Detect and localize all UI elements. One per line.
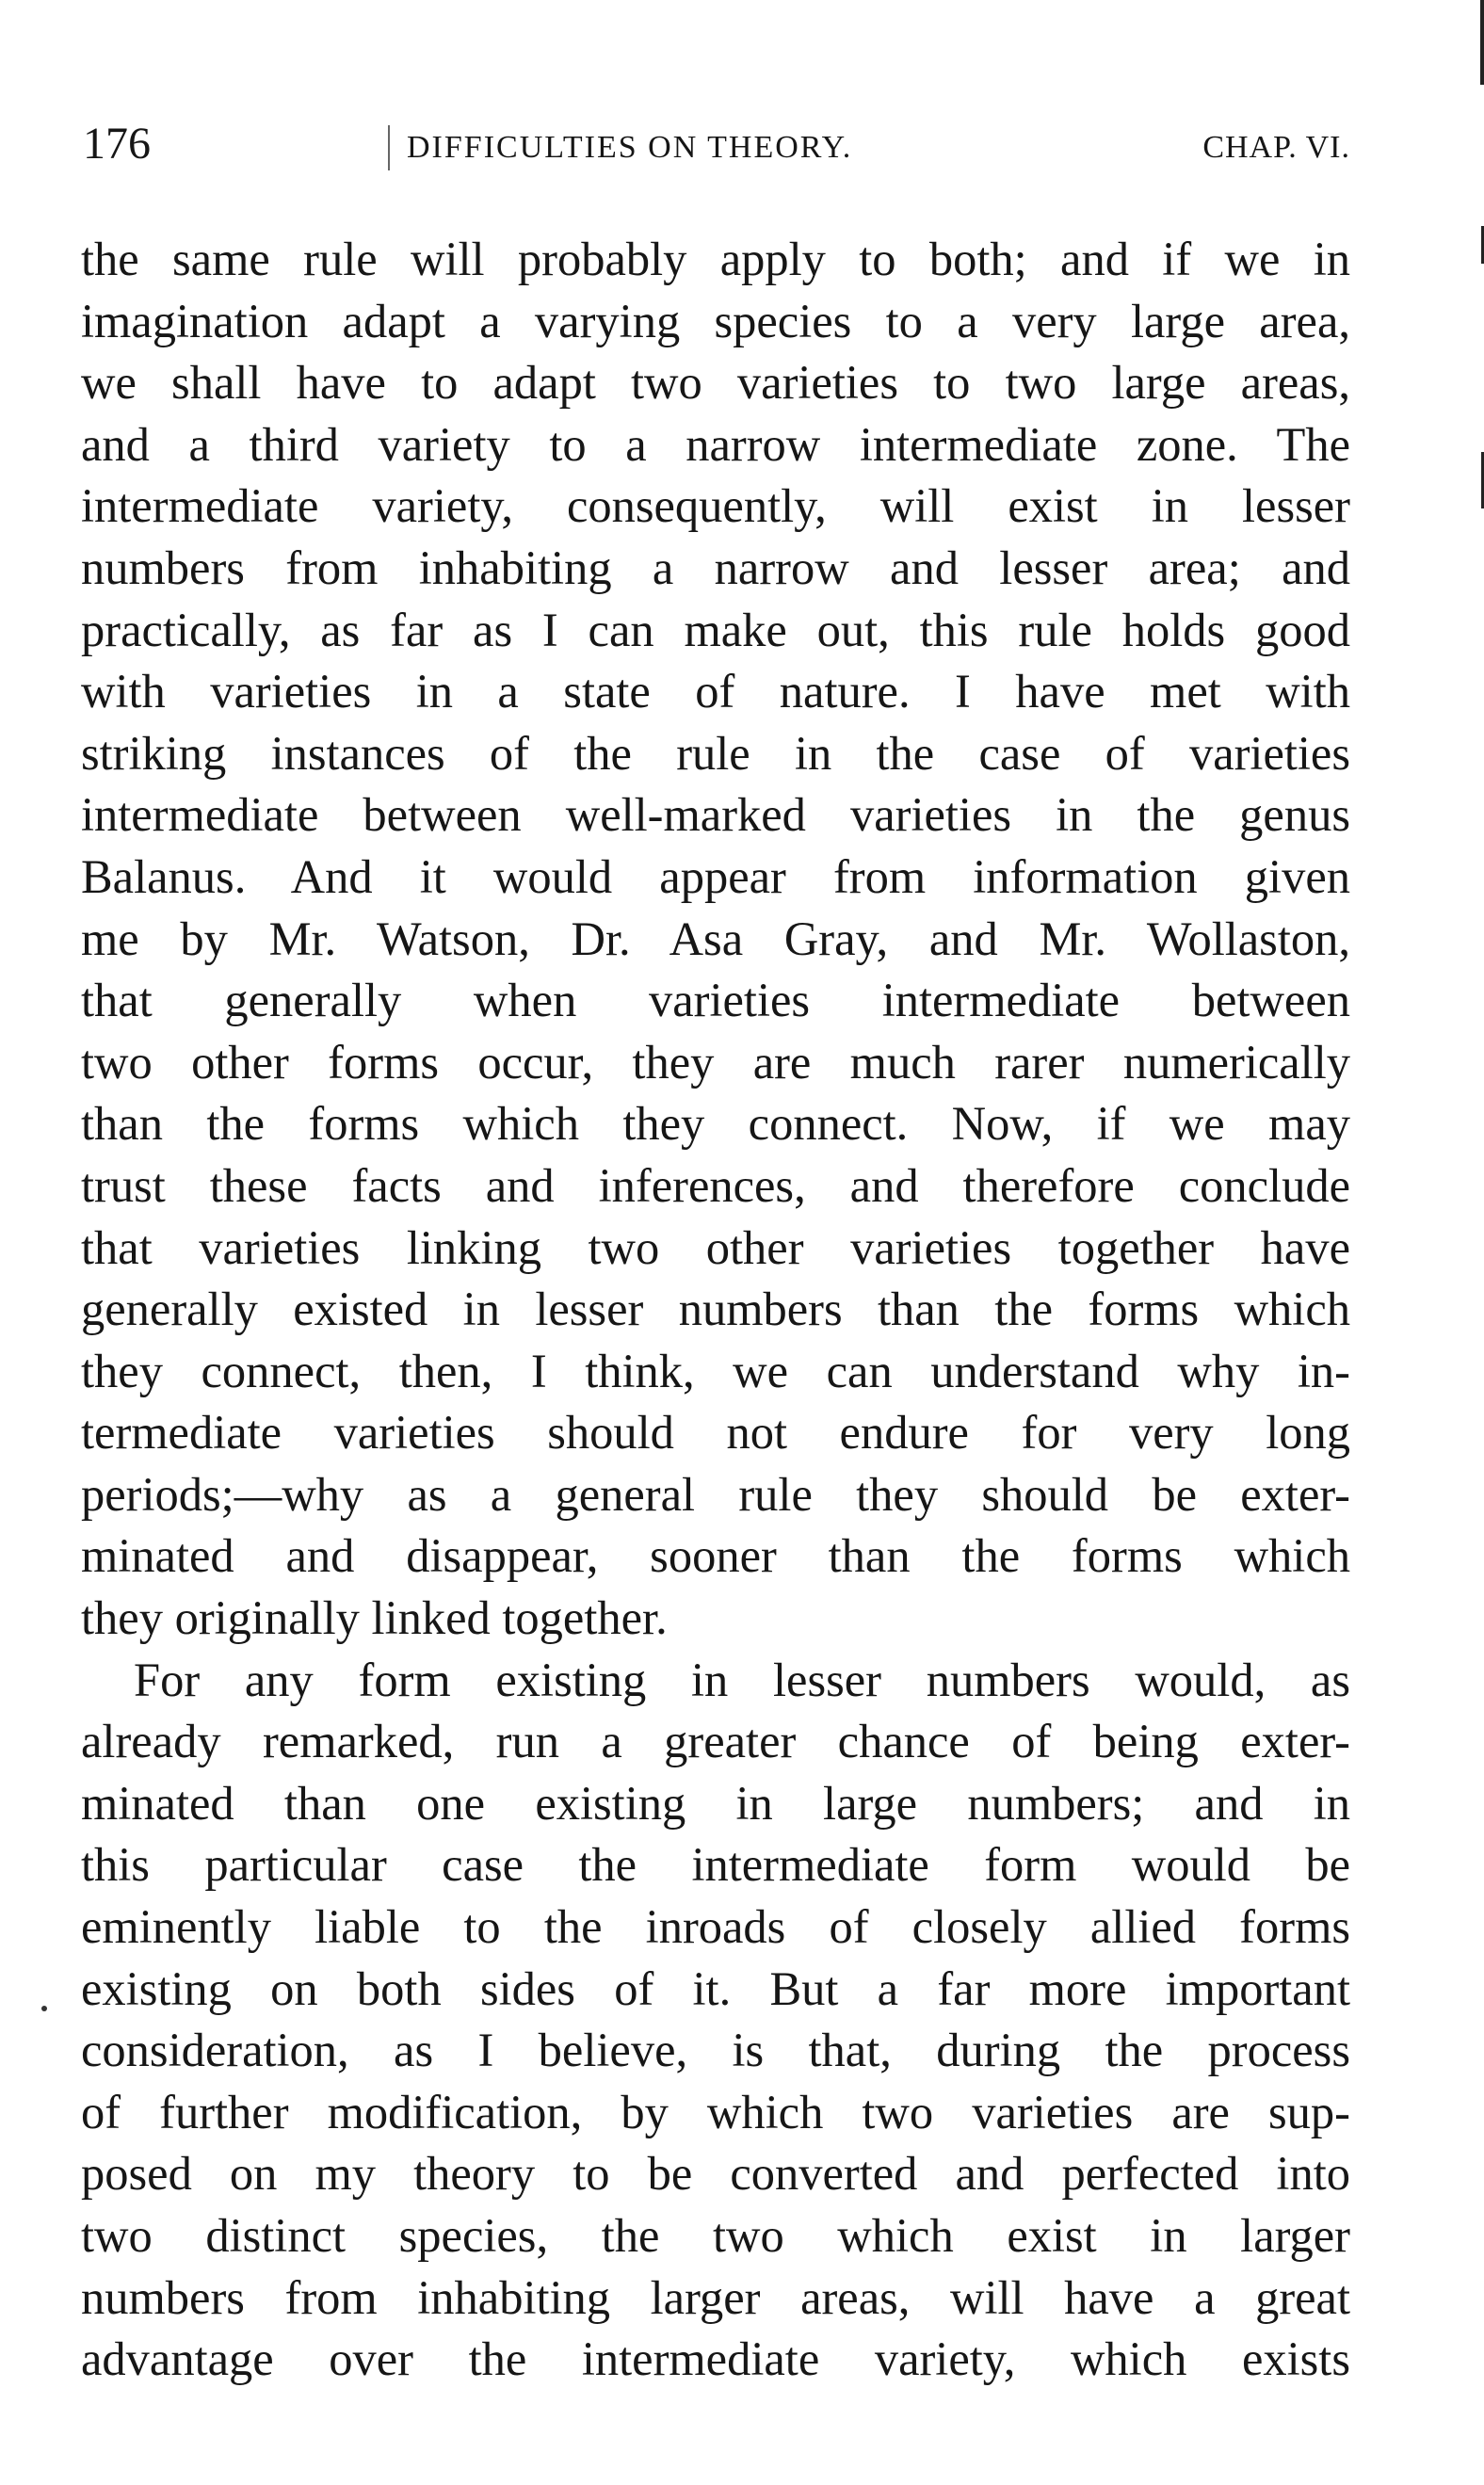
- text-line: minated and disappear, sooner than the forms which: [81, 1529, 1350, 1583]
- text-line: intermediate variety, consequently, will exist in lesser: [81, 479, 1350, 533]
- text-line: eminently liable to the inroads of closely allied forms: [81, 1900, 1350, 1954]
- stray-ink-dot: [41, 2006, 47, 2011]
- text-line: generally existed in lesser numbers than the forms which: [81, 1283, 1350, 1336]
- text-line: consideration, as I believe, is that, during the process: [81, 2024, 1350, 2077]
- text-line: that generally when varieties intermediate between: [81, 974, 1350, 1027]
- text-line: than the forms which they connect. Now, if we may: [81, 1097, 1350, 1151]
- text-line: already remarked, run a greater chance of being exter-: [81, 1715, 1350, 1768]
- text-line: posed on my theory to be converted and perfected into: [81, 2147, 1350, 2201]
- page-edge-shadow: [1480, 0, 1484, 85]
- running-header: [81, 118, 1350, 174]
- text-line: termediate varieties should not endure for very long: [81, 1406, 1350, 1460]
- text-line: minated than one existing in large numbers; and in: [81, 1776, 1350, 1830]
- book-page: [81, 118, 1350, 2386]
- text-line: striking instances of the rule in the case of varieties: [81, 726, 1350, 780]
- text-line: that varieties linking two other varieties together have: [81, 1220, 1350, 1274]
- paragraph-end-line: they originally linked together.: [81, 1591, 668, 1645]
- text-line: trust these facts and inferences, and therefore conclude: [81, 1158, 1350, 1212]
- text-line: numbers from inhabiting larger areas, will have a great: [81, 2270, 1350, 2324]
- text-line: two distinct species, the two which exist in larger: [81, 2209, 1350, 2262]
- text-line: this particular case the intermediate form would be: [81, 1838, 1350, 1892]
- text-line: existing on both sides of it. But a far more important: [81, 1961, 1350, 2015]
- chapter-label: CHAP. VI.: [1202, 130, 1350, 165]
- running-title: DIFFICULTIES ON THEORY.: [407, 130, 853, 165]
- text-line: advantage over the intermediate variety, which exists: [81, 2332, 1350, 2386]
- text-line: numbers from inhabiting a narrow and lesser area; and: [81, 541, 1350, 594]
- body-text: [81, 229, 1350, 2391]
- text-line: of further modification, by which two varieties are sup-: [81, 2085, 1350, 2138]
- text-line: with varieties in a state of nature. I have met with: [81, 665, 1350, 718]
- page-number: 176: [83, 119, 151, 169]
- text-line: me by Mr. Watson, Dr. Asa Gray, and Mr. Wollaston,: [81, 912, 1350, 965]
- margin-tick-mark: [388, 125, 390, 170]
- text-line: imagination adapt a varying species to a very large area,: [81, 294, 1350, 347]
- text-line: the same rule will probably apply to both; and if we in: [81, 233, 1350, 285]
- text-line: we shall have to adapt two varieties to two large areas,: [81, 356, 1350, 410]
- text-line: Balanus. And it would appear from information given: [81, 849, 1350, 903]
- text-line: periods;—why as a general rule they should be exter-: [81, 1467, 1350, 1521]
- text-line: and a third variety to a narrow intermediate zone. The: [81, 417, 1350, 471]
- text-line: practically, as far as I can make out, this rule holds good: [81, 603, 1350, 656]
- paragraph-start-line: For any form existing in lesser numbers would, as: [134, 1653, 1350, 1706]
- text-line: two other forms occur, they are much rarer numerically: [81, 1035, 1350, 1089]
- text-line: intermediate between well-marked varieties in the genus: [81, 788, 1350, 842]
- text-line: they connect, then, I think, we can understand why in-: [81, 1344, 1350, 1397]
